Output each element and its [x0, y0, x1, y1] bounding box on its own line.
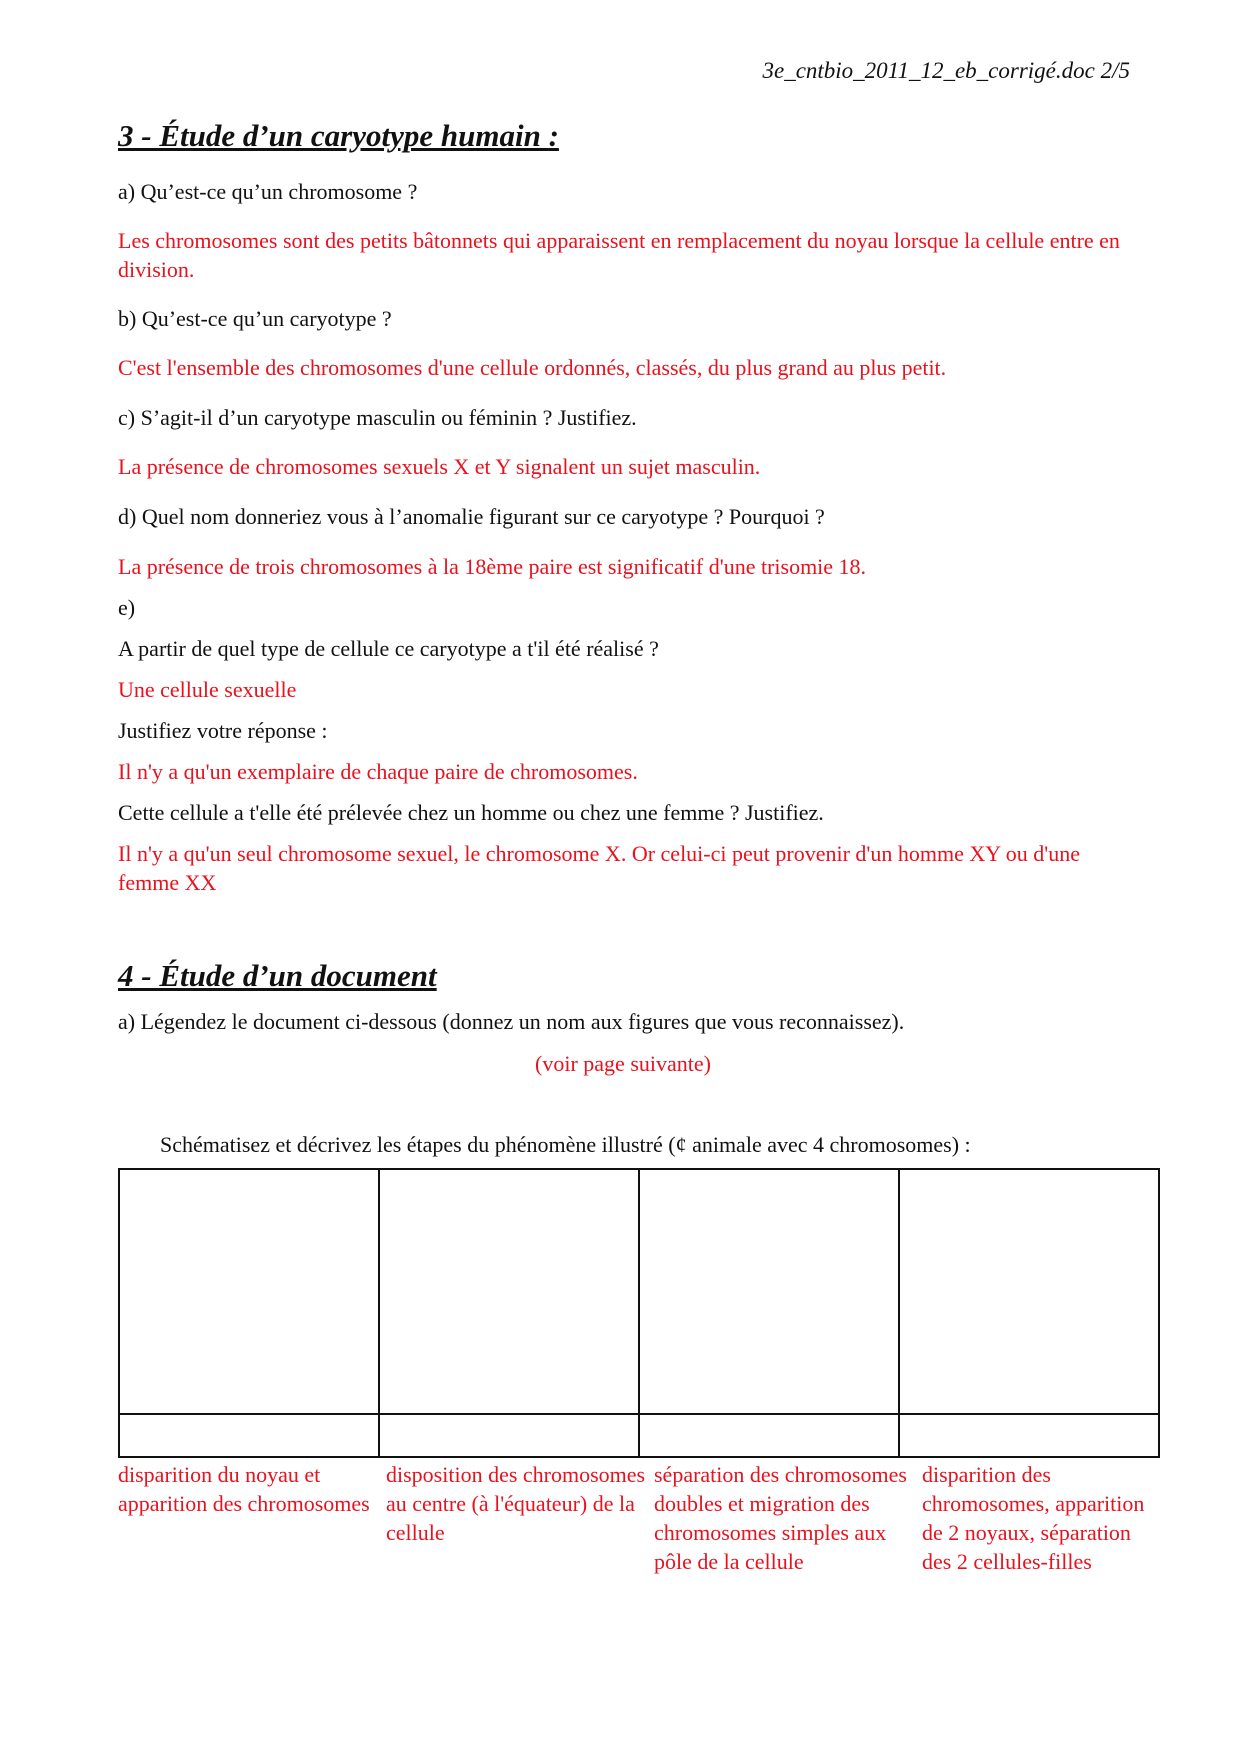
- answer-4a: (voir page suivante): [535, 1051, 711, 1076]
- label-cell-4[interactable]: [899, 1414, 1159, 1457]
- section-3-title-colon: :: [548, 118, 559, 153]
- section-3-title-text: 3 - Étude d’un caryotype humain: [118, 118, 549, 153]
- question-3e-2: Justifiez votre réponse :: [118, 718, 328, 743]
- stage-caption-1: disparition du noyau et apparition des chromosomes: [118, 1462, 370, 1516]
- question-3b: b) Qu’est-ce qu’un caryotype ?: [118, 306, 392, 331]
- question-4a: a) Légendez le document ci-dessous (donnez un nom aux figures que vous reconnaissez).: [118, 1009, 905, 1034]
- question-3a: a) Qu’est-ce qu’un chromosome ?: [118, 179, 418, 204]
- stages-drawing-grid: [118, 1168, 1160, 1458]
- question-3d: d) Quel nom donneriez vous à l’anomalie figurant sur ce caryotype ? Pourquoi ?: [118, 504, 825, 529]
- answer-3a: Les chromosomes sont des petits bâtonnets qui apparaissent en remplacement du noyau lorsque la cellule entre en division.: [118, 228, 1120, 282]
- label-row: [119, 1414, 1159, 1457]
- answer-3c: La présence de chromosomes sexuels X et Y signalent un sujet masculin.: [118, 454, 761, 479]
- drawing-row: [119, 1169, 1159, 1414]
- answer-3e-2: Il n'y a qu'un exemplaire de chaque paire de chromosomes.: [118, 759, 638, 784]
- stage-caption-3: séparation des chromosomes doubles et migration des chromosomes simples aux pôle de la cellule: [654, 1462, 907, 1574]
- label-cell-3[interactable]: [639, 1414, 899, 1457]
- stage-caption-4: disparition des chromosomes, apparition de 2 noyaux, séparation des 2 cellules-filles: [922, 1462, 1145, 1574]
- section-4-title: 4 - Étude d’un document: [118, 958, 437, 993]
- schematize-instruction: Schématisez et décrivez les étapes du phénomène illustré (¢ animale avec 4 chromosomes) :: [160, 1132, 971, 1157]
- document-header: 3e_cntbio_2011_12_eb_corrigé.doc 2/5: [762, 58, 1130, 83]
- drawing-cell-2[interactable]: [379, 1169, 639, 1414]
- drawing-cell-3[interactable]: [639, 1169, 899, 1414]
- answer-3e-1: Une cellule sexuelle: [118, 677, 297, 702]
- section-3-title: [118, 118, 559, 154]
- answer-3e-3: Il n'y a qu'un seul chromosome sexuel, le chromosome X. Or celui-ci peut provenir d'un homme XY ou d'une femme XX: [118, 841, 1081, 895]
- question-3c: c) S’agit-il d’un caryotype masculin ou féminin ? Justifiez.: [118, 405, 637, 430]
- label-cell-2[interactable]: [379, 1414, 639, 1457]
- label-cell-1[interactable]: [119, 1414, 379, 1457]
- stage-caption-2: disposition des chromosomes au centre (à l'équateur) de la cellule: [386, 1462, 646, 1545]
- answer-3b: C'est l'ensemble des chromosomes d'une cellule ordonnés, classés, du plus grand au plus petit.: [118, 355, 947, 380]
- drawing-cell-4[interactable]: [899, 1169, 1159, 1414]
- drawing-cell-1[interactable]: [119, 1169, 379, 1414]
- question-3e-1: A partir de quel type de cellule ce caryotype a t'il été réalisé ?: [118, 636, 659, 661]
- question-3e-label: e): [118, 595, 136, 620]
- answer-3d: La présence de trois chromosomes à la 18ème paire est significatif d'une trisomie 18.: [118, 554, 867, 579]
- question-3e-3: Cette cellule a t'elle été prélevée chez un homme ou chez une femme ? Justifiez.: [118, 800, 824, 825]
